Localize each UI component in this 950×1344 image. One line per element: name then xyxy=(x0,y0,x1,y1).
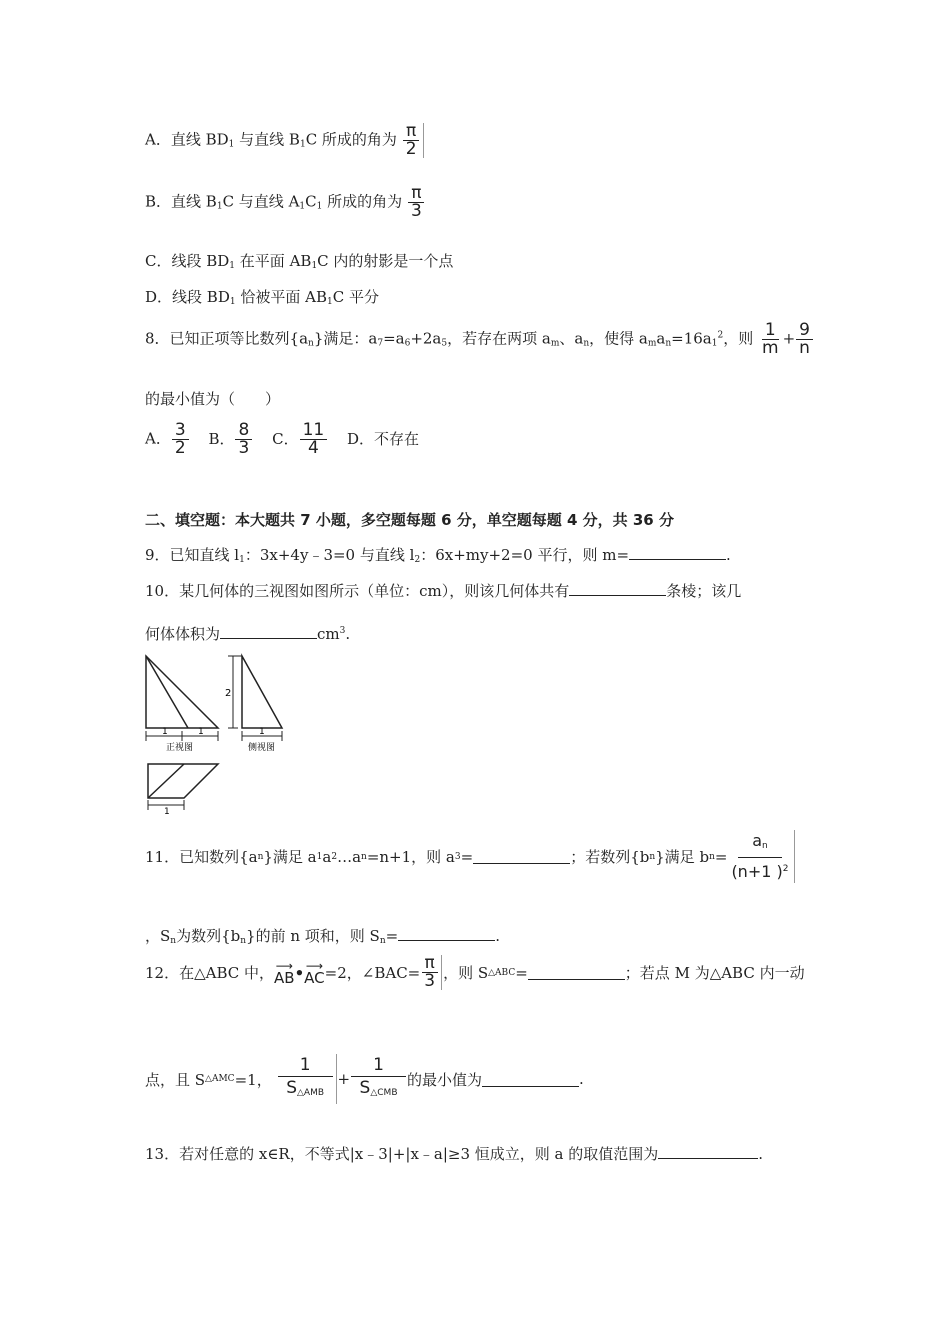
dim-l2: 1 xyxy=(198,727,204,737)
option-b-fraction: $\frac{8}{3}$ xyxy=(235,422,252,457)
fraction-pi-over-2: $\frac{\pi}{2}$ xyxy=(403,123,424,158)
q12-line2: 点，且 S △AMC =1， $\frac{1}{S_{\triangle AMB}}$ + $\frac{1}{S_{\triangle CMB}}$ 的最小值为 . xyxy=(145,1054,584,1104)
fraction-pi-over-3: $\frac{\pi}{3}$ xyxy=(421,955,442,990)
q10-line2: 何体体积为 $cm^3$. xyxy=(145,625,351,643)
answer-blank[interactable] xyxy=(473,849,570,864)
answer-blank[interactable] xyxy=(398,926,495,941)
dim-l1: 1 xyxy=(162,727,168,737)
vector-ab: ⟶ AB xyxy=(274,958,295,987)
side-view-label: 侧视图 xyxy=(248,743,276,753)
vector-ac: ⟶ AC xyxy=(304,958,325,987)
fraction-1-over-m: $\frac{1}{m}$ xyxy=(762,320,779,358)
option-a-fraction: $\frac{3}{2}$ xyxy=(172,422,189,457)
fraction-1-over-s-amb: $\frac{1}{S_{\triangle AMB}}$ xyxy=(278,1054,337,1104)
q7-option-d: D．线段 $BD_1$ 恰被平面 $AB_1C$ 平分 xyxy=(145,288,379,307)
q7-option-a: A．直线 $BD_1$ 与直线 $B_1C$ 所成的角为 $\frac{\pi}{2}$ xyxy=(145,123,425,158)
dim-side: 1 xyxy=(259,727,265,737)
answer-blank[interactable] xyxy=(220,624,317,639)
q8-stem: 8．已知正项等比数列$\{a_n\}$满足：$a_7=a_6+2a_5$，若存在两项 $a_m$、$a_n$，使得 $a_ma_n=16a_1^2$，则 $\frac{1}{m}$ + $\frac{9}{n}$ xyxy=(145,322,814,357)
q7-option-b: B．直线 $B_1C$ 与直线 $A_1C_1$ 所成的角为 $\frac{\pi}{3}$ xyxy=(145,185,426,220)
front-view-label: 正视图 xyxy=(166,743,194,753)
q9: 9．已知直线 $l_1$：3x+4y﹣3=0 与直线 $l_2$：6x+my+2=0 平行，则 m= . xyxy=(145,546,731,565)
dim-height: 2 xyxy=(225,688,232,699)
answer-blank[interactable] xyxy=(569,581,666,596)
q10-line1: 10．某几何体的三视图如图所示（单位：cm），则该几何体共有 条棱；该几 xyxy=(145,582,742,600)
q8-line2: 的最小值为（ ） xyxy=(145,390,281,408)
answer-blank[interactable] xyxy=(528,965,625,980)
q11-line2: ，$S_n$为数列$\{b_n\}$的前 n 项和，则 $S_n=$ . xyxy=(145,927,500,946)
q12-line1: 12．在△ABC 中， ⟶ AB • ⟶ AC =2，∠BAC= $\frac{\pi}{3}$ ，则 S △ABC = ；若点 M 为△ABC 内一动 xyxy=(145,953,805,991)
option-c-fraction: $\frac{11}{4}$ xyxy=(300,422,328,457)
fraction-9-over-n: $\frac{9}{n}$ xyxy=(796,322,813,357)
three-view-figure xyxy=(140,652,290,814)
top-view-shape xyxy=(148,764,218,798)
dim-top: 1 xyxy=(164,807,170,814)
fraction-bn: $\frac{a_n}{(n+1 )^2}$ xyxy=(728,830,795,883)
side-view-shape xyxy=(242,656,282,728)
q8-options: A． $\frac{3}{2}$ B． $\frac{8}{3}$ C． $\frac{11}{4}$ D．不存在 xyxy=(145,420,420,458)
section-heading: 二、填空题：本大题共 7 小题，多空题每题 6 分，单空题每题 4 分，共 36 分 xyxy=(145,511,674,529)
fraction-pi-over-3: $\frac{\pi}{3}$ xyxy=(408,185,425,220)
fraction-1-over-s-cmb: $\frac{1}{S_{\triangle CMB}}$ xyxy=(351,1054,406,1104)
answer-blank[interactable] xyxy=(629,545,726,560)
q11-line1: 11．已知数列{a n }满足 a 1 a 2 …a n =n+1，则 a 3 = ；若数列{b n }满足 b n = $\frac{a_n}{(n+1 )^2}$ xyxy=(145,830,796,883)
answer-blank[interactable] xyxy=(658,1144,758,1159)
q7-option-c: C．线段 $BD_1$ 在平面 $AB_1C$ 内的射影是一个点 xyxy=(145,252,454,271)
answer-blank[interactable] xyxy=(482,1072,579,1087)
q13: 13．若对任意的 x∈R，不等式|x﹣3|+|x﹣a|≥3 恒成立，则 a 的取值范围为 . xyxy=(145,1145,764,1163)
